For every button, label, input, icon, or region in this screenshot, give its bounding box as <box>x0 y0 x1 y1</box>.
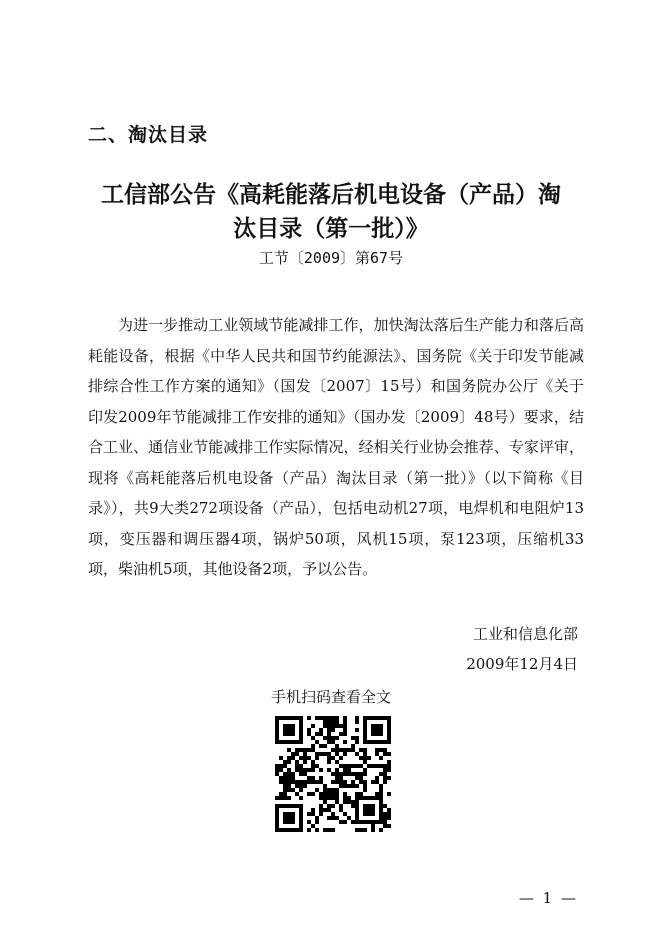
qr-code-icon[interactable] <box>275 716 391 832</box>
title-line-2: 汰目录（第一批）》 <box>233 215 429 242</box>
document-title <box>80 178 582 246</box>
section-heading: 二、淘汰目录 <box>88 124 209 146</box>
document-number: 工节〔2009〕第67号 <box>258 249 404 267</box>
body-paragraph: 为进一步推动工业领域节能减排工作，加快淘汰落后生产能力和落后高耗能设备，根据《中华人民共和国节约能源法》、国务院《关于印发节能减排综合性工作方案的通知》（国发〔2007〕15号）和国务院办公厅《关于印发2009年节能减排工作安排的通知》（国办发〔2009〕48号）要求，结合工业、通信业节能减排工作实际情况，经相关行业协会推荐、专家评审，现将《高耗能落后机电设备（产品）淘汰目录（第一批）》（以下简称《目录》），共9大类272项设备（产品），包括电动机27项，电焊机和电阻炉13项，变压器和调压器4项，锅炉50项，风机15项，泵123项，压缩机33项，柴油机5项，其他设备2项，予以公告。 <box>88 316 584 578</box>
body-text <box>88 310 584 585</box>
title-line-1: 工信部公告《高耗能落后机电设备（产品）淘 <box>101 181 561 208</box>
issuer: 工业和信息化部 <box>472 625 578 643</box>
scan-prompt: 手机扫码查看全文 <box>270 688 391 706</box>
page-number: — 1 — <box>518 889 578 907</box>
issue-date: 2009年12月4日 <box>466 655 578 673</box>
